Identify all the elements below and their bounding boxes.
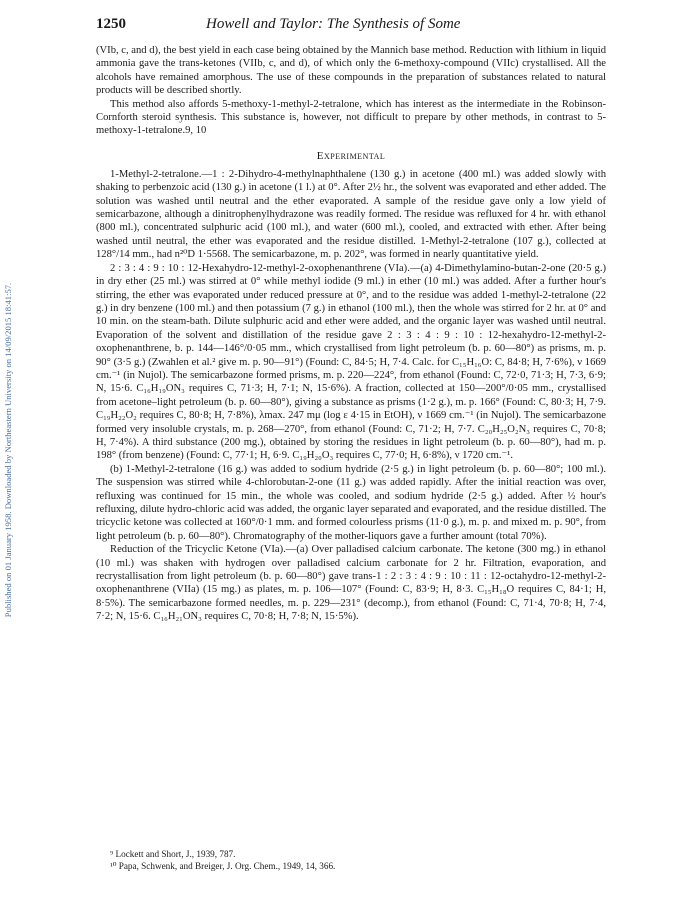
experimental-paragraph: 1-Methyl-2-tetralone.—1 : 2-Dihydro-4-methylnaphthalene (130 g.) in acetone (400 ml.) was added slowly with shaking to perbenzoic acid (130 g.) in acetone (1 l.) at 0°. After 2½ hr., the solvent was evaporated and ether added. The solution was washed until neutral and the ether evaporated. A sample of the residue gave only a low yield of semicarbazone, although a dinitrophenylhydrazone was readily formed. The residue was refluxed for 4 hr. with ethanol (800 ml.), concentrated sulphuric acid (100 ml.), and water (600 ml.), cooled, and extracted with ether. After being washed until neutral, the ether was evaporated and the residue distilled. 1-Methyl-2-tetralone (107 g.), collected at 128°/14 mm., had n²⁰D 1·5568. The semicarbazone, m. p. 202°, was formed in nearly quantitative yield.	[96, 168, 606, 261]
experimental-paragraph: Reduction of the Tricyclic Ketone (VIa).—(a) Over palladised calcium carbonate. The ketone (300 mg.) in ethanol (10 ml.) was shaken with hydrogen over palladised calcium carbonate for 2 hr. Filtration, evaporation, and recrystallisation from light petroleum (b. p. 60—80°) gave trans-1 : 2 : 3 : 4 : 9 : 10 : 11 : 12-octahydro-12-methyl-2-oxophenanthrene (VIIa) (15 mg.) as plates, m. p. 106—107° (Found: C, 83·9; H, 8·3. C₁₅H₁₈O requires C, 84·1; H, 8·5%). The semicarbazone formed needles, m. p. 229—231° (decomp.), from ethanol (Found: C, 71·4, 70·8; H, 7·4, 7·2; N, 15·6. C₁₆H₂₁ON₃ requires C, 70·8; H, 7·8; N, 15·5%).	[96, 544, 606, 623]
reference-item: ⁹ Lockett and Short, J., 1939, 787.	[110, 849, 236, 859]
page-header	[96, 16, 606, 38]
experimental-paragraph: (b) 1-Methyl-2-tetralone (16 g.) was added to sodium hydride (2·5 g.) in light petroleum (b. p. 60—80°; 100 ml.). The suspension was stirred while 4-chlorobutan-2-one (11 g.) was added rapidly. After the initial reaction was over, refluxing was continued for 15 min., the whole was cooled, and sodium hydride (2·5 g.) added. After ½ hour's refluxing, dilute hydro-chloric acid was added, the organic layer separated and evaporated, and the residue distilled. The tricyclic ketone was collected at 160°/0·1 mm. and formed colourless prisms (11·0 g.), m. p. and mixed m. p. 90°, from light petroleum (b. p. 60—80°). Chromatography of the mother-liquors gave a further amount (total 70%).	[96, 463, 606, 542]
download-watermark-text: Published on 01 January 1958. Downloaded by Northeastern University on 14/09/2015 18:41:57.	[3, 282, 13, 618]
intro-paragraph: (VIb, c, and d), the best yield in each case being obtained by the Mannich base method. Reduction with lithium in liquid ammonia gave the trans-ketones (VIIb, c, and d), of which only the 6-methoxy-compound (VIIc) crystallised. All the alcohols have remained amorphous. The use of these compounds in the preparation of substances related to natural products will be described shortly.	[96, 45, 606, 97]
section-heading: Experimental	[316, 149, 386, 162]
download-watermark	[2, 120, 14, 780]
intro-paragraph: This method also affords 5-methoxy-1-methyl-2-tetralone, which has interest as the intermediate in the Robinson-Cornforth steroid synthesis. This substance is, however, not difficult to prepare by other methods, in contrast to 5-methoxy-1-tetralone.9, 10	[96, 98, 606, 137]
experimental-paragraph: 2 : 3 : 4 : 9 : 10 : 12-Hexahydro-12-methyl-2-oxophenanthrene (VIa).—(a) 4-Dimethylamino-butan-2-one (20·5 g.) in dry ether (25 ml.) was stirred at 0° while methyl iodide (9 ml.) in ether (10 ml.) was added. After a further hour's stirring, the ether was evaporated under reduced pressure at 0°, and to the residue was added 1-methyl-2-tetralone (22 g.) in dry benzene (100 ml.) and then potassium (7 g.) in ethanol (100 ml.), then the whole was stirred for 2 hr. at 0° and 10 min. on the steam-bath. Dilute sulphuric acid and ether were added, and the organic layer was washed until neutral. Evaporation of the solvent and distillation of the residue gave 2 : 3 : 4 : 9 : 10 : 12-hexahydro-12-methyl-2-oxophenanthrene, b. p. 144—146°/0·05 mm., which crystallised from light petroleum (b. p. 60—80°) as prisms, m. p. 90° (3·5 g.) (Zwahlen et al.² give m. p. 90—91°) (Found: C, 84·5; H, 7·4. Calc. for C₁₅H₁₆O: C, 84·8; H, 7·6%), ν 1669 cm.⁻¹ (in Nujol). The semicarbazone formed prisms, m. p. 220—224°, from ethanol (Found: C, 72·0, 71·3; H, 7·3, 6·9; N, 15·6. C₁₆H₁₉ON₃ requires C, 71·3; H, 7·1; N, 15·6%). A fraction, collected at 150—200°/0·05 mm., crystallised from acetone–light petroleum (b. p. 60—80°), giving a substance as prisms (1·2 g.), m. p. 166° (Found: C, 80·3; H, 7·9. C₁₉H₂₂O₂ requires C, 80·8; H, 7·8%), λmax. 247 mμ (log ε 4·15 in EtOH), ν 1669 cm.⁻¹ (in Nujol). The semicarbazone formed very insoluble crystals, m. p. 268—270°, from ethanol (Found: C, 71·2; H, 7·7. C₂₀H₂₅O₂N₃ requires C, 70·8; H, 7·4%). A third substance (200 mg.), obtained by storing the residues in light petroleum (b. p. 60—80°), had m. p. 198° (from benzene) (Found: C, 77·1; H, 6·9. C₁₉H₂₀O₃ requires C, 77·0; H, 6·8%), ν 1720 cm.⁻¹.	[96, 262, 606, 462]
running-title: Howell and Taylor: The Synthesis of Some	[206, 16, 461, 32]
article-body	[96, 44, 606, 624]
reference-item: ¹⁰ Papa, Schwenk, and Breiger, J. Org. Chem., 1949, 14, 366.	[110, 861, 336, 871]
page-number: 1250	[96, 16, 126, 32]
references	[110, 848, 606, 872]
